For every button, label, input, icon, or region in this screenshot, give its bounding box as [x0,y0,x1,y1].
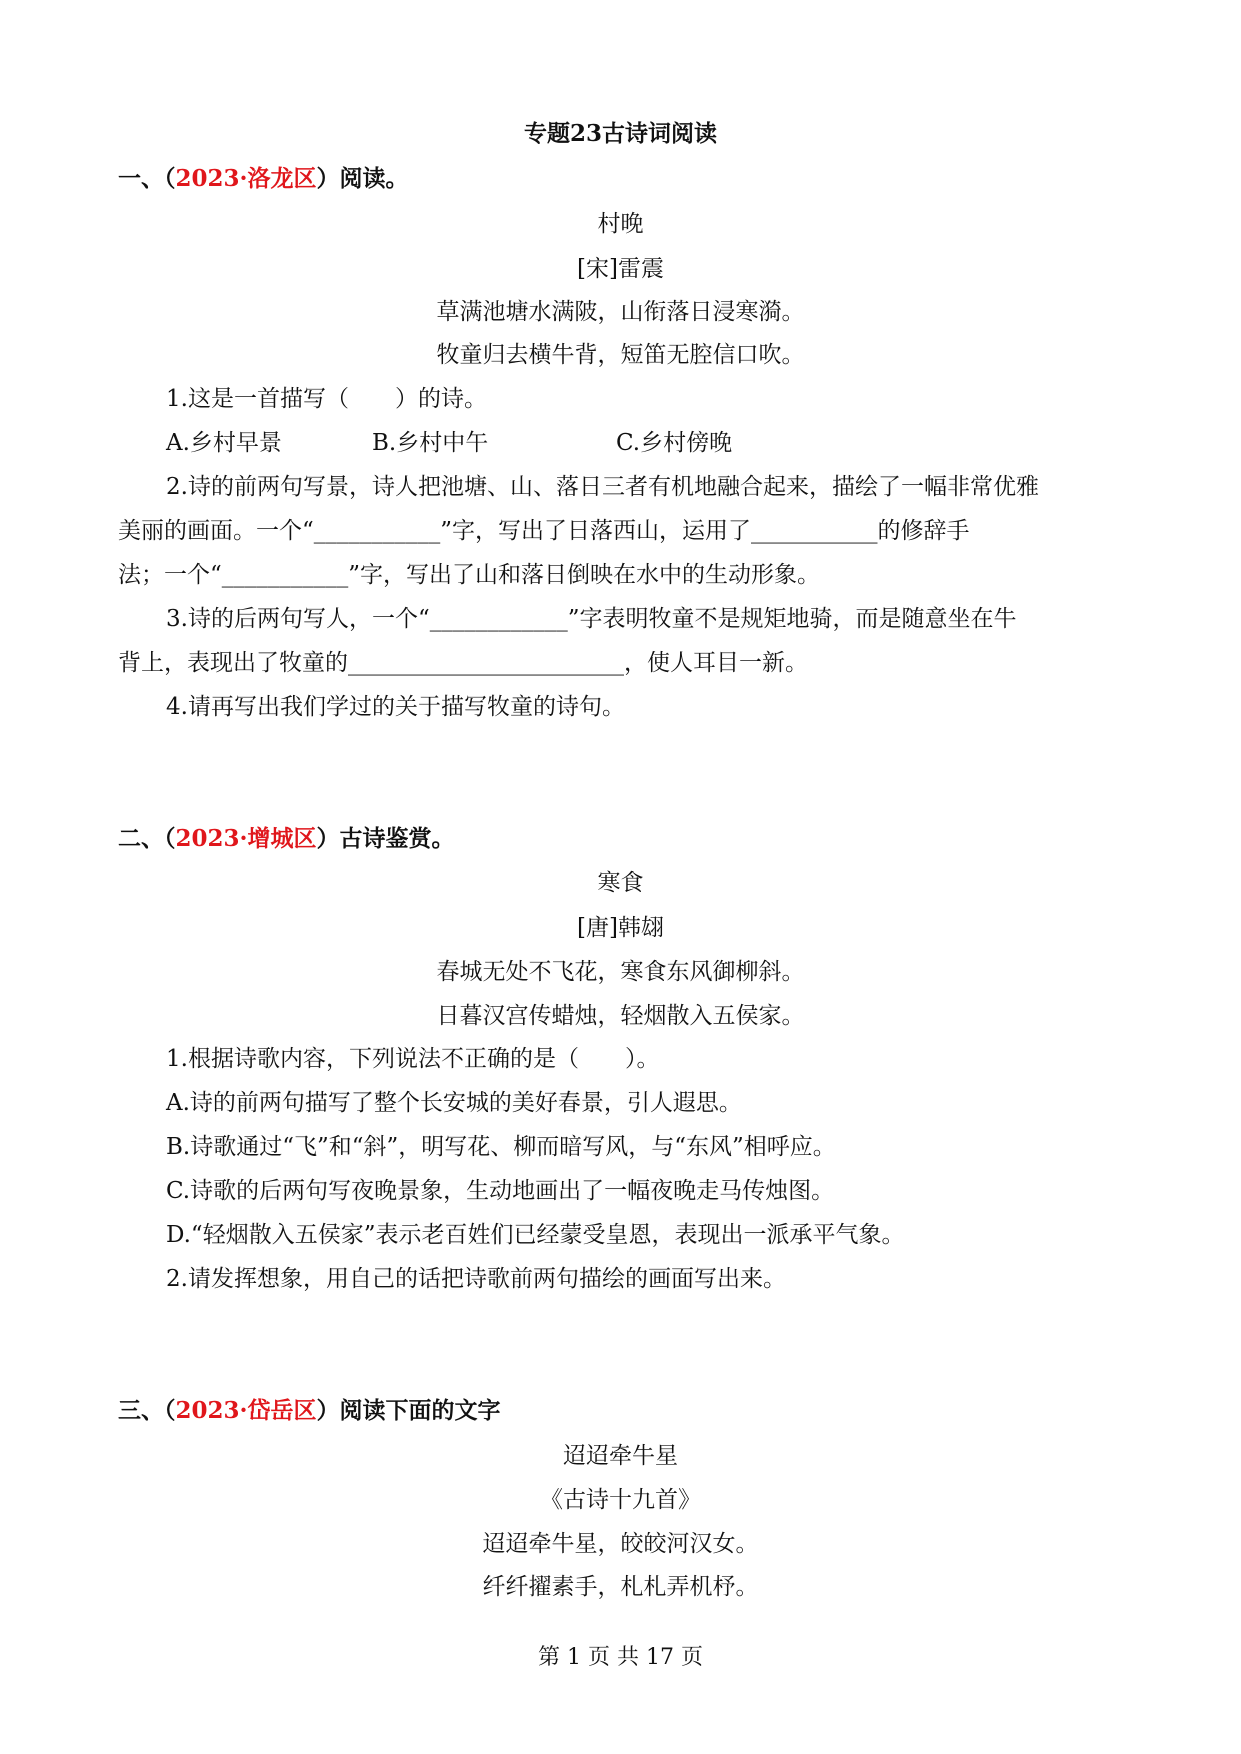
question-1: 1.这是一首描写（ ）的诗。 [166,386,487,412]
poem-author: [唐]韩翃 [577,915,664,941]
poem-title: 村晚 [597,211,644,237]
paren-close: ） [316,165,340,192]
option-b: B.乡村中午 [372,430,489,456]
option-c: C.乡村傍晚 [616,430,733,456]
poem-line: 草满池塘水满陂，山衔落日浸寒漪。 [436,299,805,325]
poem-author: 《古诗十九首》 [540,1487,701,1513]
question-2-line-1: 2.诗的前两句写景，诗人把池塘、山、落日三者有机地融合起来，描绘了一幅非常优雅 [166,474,1039,500]
paren-open: （ [164,1397,176,1424]
page-title: 专题23古诗词阅读 [523,120,717,147]
option-b: B.诗歌通过“飞”和“斜”，明写花、柳而暗写风，与“东风”相呼应。 [166,1134,836,1160]
question-1-options [166,428,866,458]
section-number: 三、 [118,1397,164,1424]
section-number: 二、 [118,825,164,852]
source-label: 2023·岱岳区 [175,1397,317,1424]
question-2-line-3: 法；一个“___________”字，写出了山和落日倒映在水中的生动形象。 [118,562,821,588]
source-label: 2023·洛龙区 [175,165,317,192]
poem-line: 日暮汉宫传蜡烛，轻烟散入五侯家。 [436,1003,805,1029]
question-1: 1.根据诗歌内容，下列说法不正确的是（ ）。 [166,1046,660,1072]
section-task: 古诗鉴赏。 [339,825,455,852]
option-d: D.“轻烟散入五侯家”表示老百姓们已经蒙受皇恩，表现出一派承平气象。 [166,1222,905,1248]
section-task: 阅读。 [339,165,409,192]
poem-line: 迢迢牵牛星，皎皎河汉女。 [482,1531,759,1557]
question-2-line-2: 美丽的画面。一个“___________”字，写出了日落西山，运用了___________的修辞手 [118,518,970,544]
paren-close: ） [316,825,340,852]
section-2-heading [118,824,455,854]
paren-open: （ [164,165,176,192]
question-2: 2.请发挥想象，用自己的话把诗歌前两句描绘的画面写出来。 [166,1266,786,1292]
poem-line: 春城无处不飞花，寒食东风御柳斜。 [436,959,805,985]
paren-close: ） [316,1397,340,1424]
source-label: 2023·增城区 [175,825,317,852]
option-c: C.诗歌的后两句写夜晚景象，生动地画出了一幅夜晚走马传烛图。 [166,1178,835,1204]
poem-title: 寒食 [597,870,644,896]
section-task: 阅读下面的文字 [339,1397,501,1424]
section-1-heading [118,164,409,194]
option-a: A.乡村早景 [166,430,282,456]
poem-line: 纤纤擢素手，札札弄机杼。 [482,1574,759,1600]
page-footer: 第 1 页 共 17 页 [538,1645,703,1670]
paren-open: （ [164,825,176,852]
question-3-line-1: 3.诗的后两句写人，一个“____________”字表明牧童不是规矩地骑，而是随意坐在牛 [166,606,1017,632]
poem-line: 牧童归去横牛背，短笛无腔信口吹。 [436,342,805,368]
poem-author: [宋]雷震 [577,256,664,282]
question-3-line-2: 背上，表现出了牧童的________________________，使人耳目一新。 [118,650,808,676]
section-number: 一、 [118,165,164,192]
option-a: A.诗的前两句描写了整个长安城的美好春景，引人遐思。 [166,1090,742,1116]
poem-title: 迢迢牵牛星 [563,1443,678,1469]
question-4: 4.请再写出我们学过的关于描写牧童的诗句。 [166,694,625,720]
section-3-heading [118,1396,501,1426]
